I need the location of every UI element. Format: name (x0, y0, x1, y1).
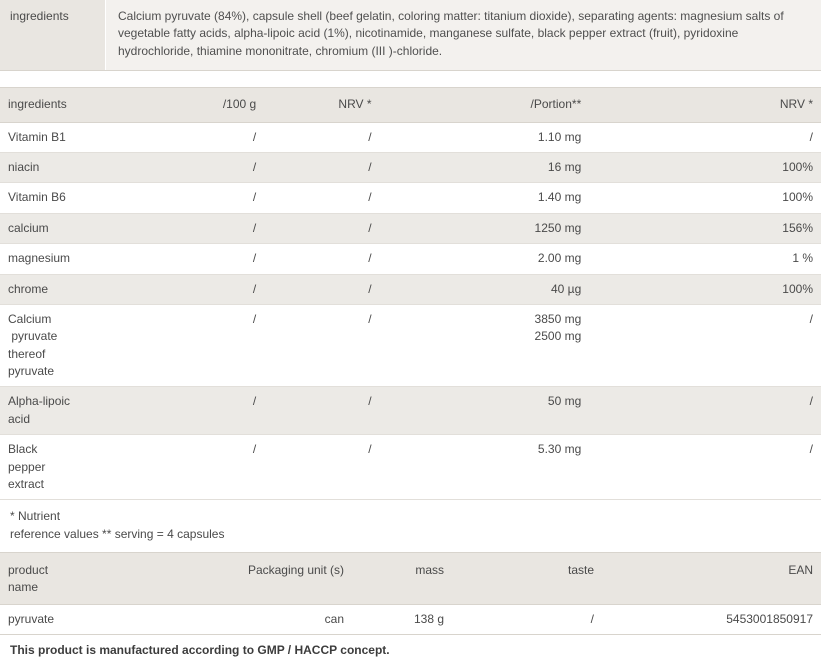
row-nrv-2: 100% (589, 274, 821, 304)
nutrition-header-row (0, 88, 821, 122)
ingredients-row (0, 0, 821, 71)
row-per-portion: 1.10 mg (380, 122, 590, 152)
row-nrv-2: 100% (589, 183, 821, 213)
row-name: Vitamin B6 (0, 183, 91, 213)
row-nrv-1: / (264, 152, 379, 182)
row-name: calcium (0, 213, 91, 243)
row-per-100g: / (91, 152, 264, 182)
header-ean: EAN (602, 553, 821, 604)
row-name: magnesium (0, 244, 91, 274)
row-per-100g: / (91, 122, 264, 152)
nutrition-table (0, 87, 821, 553)
ingredients-table (0, 0, 821, 71)
product-table (0, 553, 821, 635)
row-name: chrome (0, 274, 91, 304)
table-row (0, 604, 821, 634)
header-nrv-2: NRV * (589, 88, 821, 122)
table-row (0, 183, 821, 213)
nrv-footnote: * Nutrient reference values ** serving = 4 capsules (0, 500, 821, 553)
header-product-name: product name (0, 553, 87, 604)
row-nrv-1: / (264, 387, 379, 435)
row-per-portion: 5.30 mg (380, 435, 590, 500)
row-nrv-1: / (264, 122, 379, 152)
row-nrv-2: 1 % (589, 244, 821, 274)
ingredients-text: Calcium pyruvate (84%), capsule shell (beef gelatin, coloring matter: titanium dioxide), separating agents: magnesium salts of vegetable fatty acids, alpha-lipoic acid (1%), nicotinamide, manganese sulfate, black pepper extract (fruit), pyridoxine hydrochloride, thiamine mononitrate, chromium (III )-chloride. (106, 0, 821, 71)
header-mass: mass (352, 553, 452, 604)
cell-product-name: pyruvate (0, 604, 87, 634)
row-nrv-1: / (264, 213, 379, 243)
row-nrv-2: / (589, 304, 821, 387)
header-nrv-1: NRV * (264, 88, 379, 122)
table-row (0, 304, 821, 387)
row-per-100g: / (91, 213, 264, 243)
row-name: Calcium pyruvate thereof pyruvate (0, 304, 91, 387)
product-header-row (0, 553, 821, 604)
row-per-portion: 1.40 mg (380, 183, 590, 213)
header-per-100g: /100 g (91, 88, 264, 122)
row-nrv-2: 100% (589, 152, 821, 182)
row-nrv-2: / (589, 387, 821, 435)
product-body (0, 604, 821, 634)
row-nrv-1: / (264, 304, 379, 387)
row-per-100g: / (91, 387, 264, 435)
row-per-portion: 50 mg (380, 387, 590, 435)
row-per-100g: / (91, 183, 264, 213)
cell-taste: / (452, 604, 602, 634)
footnote-row (0, 500, 821, 553)
row-name: Vitamin B1 (0, 122, 91, 152)
row-per-portion: 16 mg (380, 152, 590, 182)
row-per-portion: 2.00 mg (380, 244, 590, 274)
row-per-100g: / (91, 274, 264, 304)
row-per-portion: 3850 mg 2500 mg (380, 304, 590, 387)
table-row (0, 122, 821, 152)
row-per-100g: / (91, 244, 264, 274)
row-nrv-1: / (264, 274, 379, 304)
table-row (0, 387, 821, 435)
cell-ean: 5453001850917 (602, 604, 821, 634)
table-row (0, 274, 821, 304)
row-name: Alpha-lipoic acid (0, 387, 91, 435)
header-per-portion: /Portion** (380, 88, 590, 122)
row-nrv-2: / (589, 122, 821, 152)
section-spacer (0, 71, 821, 87)
table-row (0, 213, 821, 243)
header-taste: taste (452, 553, 602, 604)
row-name: Black pepper extract (0, 435, 91, 500)
row-nrv-1: / (264, 183, 379, 213)
row-nrv-2: / (589, 435, 821, 500)
manufacture-note: This product is manufactured according to GMP / HACCP concept. (0, 635, 821, 665)
cell-packaging-unit: can (87, 604, 352, 634)
table-row (0, 152, 821, 182)
header-packaging-unit: Packaging unit (s) (87, 553, 352, 604)
table-row (0, 435, 821, 500)
table-row (0, 244, 821, 274)
row-nrv-2: 156% (589, 213, 821, 243)
row-nrv-1: / (264, 435, 379, 500)
nutrition-body (0, 122, 821, 553)
cell-mass: 138 g (352, 604, 452, 634)
row-per-100g: / (91, 435, 264, 500)
row-per-portion: 1250 mg (380, 213, 590, 243)
header-ingredients: ingredients (0, 88, 91, 122)
ingredients-label: ingredients (0, 0, 106, 71)
row-per-100g: / (91, 304, 264, 387)
row-per-portion: 40 µg (380, 274, 590, 304)
row-name: niacin (0, 152, 91, 182)
row-nrv-1: / (264, 244, 379, 274)
